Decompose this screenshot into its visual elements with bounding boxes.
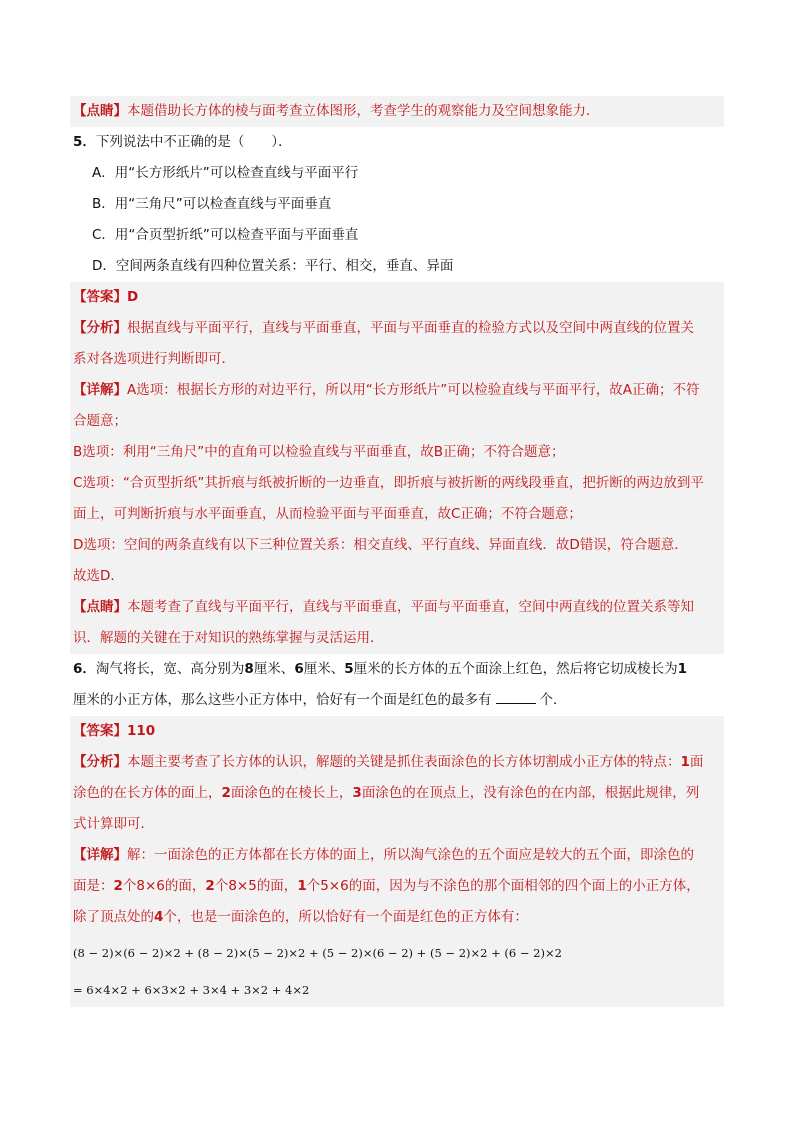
dianjing-tag: 【点睛】 xyxy=(73,103,127,119)
option-c: C．用“合页型折纸”可以检查平面与平面垂直 xyxy=(92,227,359,243)
analysis-tag: 【分析】 xyxy=(73,754,127,770)
question-stem: 下列说法中不正确的是（ ）． xyxy=(95,134,292,150)
answer-tag: 【答案】 xyxy=(73,723,127,739)
question-number: 6． xyxy=(73,661,96,677)
detail-tag: 【详解】 xyxy=(73,382,127,398)
answer-tag: 【答案】 xyxy=(73,289,127,305)
dianjing-block-prev xyxy=(70,96,724,127)
q5-dianjing-line-1: 【点睛】本题考查了直线与平面平行，直线与平面垂直，平面与平面垂直，空间中两直线的位置关系等知 xyxy=(73,599,694,615)
q6-formula-2: = 6×4×2 + 6×3×2 + 3×4 + 3×2 + 4×2 xyxy=(73,983,310,997)
q5-detail-c-line-2: 面上，可判断折痕与水平面垂直，从而检验平面与平面垂直，故C正确；不符合题意； xyxy=(73,506,582,522)
q6-analysis-line-2: 涂色的在长方体的面上，2面涂色的在棱长上，3面涂色的在顶点上，没有涂色的在内部，根据此规律，列 xyxy=(73,785,700,801)
detail-tag: 【详解】 xyxy=(73,847,127,863)
q5-dianjing-line-2: 识．解题的关键在于对知识的熟练掌握与灵活运用． xyxy=(73,630,384,646)
option-a: A．用“长方形纸片”可以检查直线与平面平行 xyxy=(92,165,359,181)
q5-analysis-line-1: 【分析】根据直线与平面平行，直线与平面垂直，平面与平面垂直的检验方式以及空间中两直线的位置关 xyxy=(73,320,694,336)
q6-analysis-line-1: 【分析】本题主要考查了长方体的认识，解题的关键是抓住表面涂色的长方体切割成小正方体的特点：1面 xyxy=(73,754,704,770)
analysis-tag: 【分析】 xyxy=(73,320,127,336)
q5-detail-c-line-1: C选项：“合页型折纸”其折痕与纸被折断的一边垂直，即折痕与被折断的两线段垂直，把折断的两边放到平 xyxy=(73,475,704,491)
option-d: D．空间两条直线有四种位置关系：平行、相交，垂直、异面 xyxy=(92,258,454,274)
q6-solution-block xyxy=(70,716,724,1007)
question-6-stem-line-1: 6．淘气将长，宽、高分别为8厘米、6厘米、5厘米的长方体的五个面涂上红色，然后将它切成棱长为1 xyxy=(73,661,688,677)
q5-detail-a-line-2: 合题意； xyxy=(73,413,127,429)
q6-detail-line-3: 除了顶点处的4个，也是一面涂色的，所以恰好有一个面是红色的正方体有： xyxy=(73,909,528,925)
answer-value: 110 xyxy=(127,723,156,739)
q6-formula-1: (8 − 2)×(6 − 2)×2 + (8 − 2)×(5 − 2)×2 + (5 − 2)×(6 − 2) + (5 − 2)×2 + (6 − 2)×2 xyxy=(73,946,562,960)
question-5-stem xyxy=(70,127,724,158)
q5-answer xyxy=(70,282,724,313)
dianjing-text: 本题借助长方体的棱与面考查立体图形，考查学生的观察能力及空间想象能力． xyxy=(127,103,600,119)
q5-detail-d: D选项：空间的两条直线有以下三种位置关系：相交直线、平行直线、异面直线．故D错误，符合题意． xyxy=(73,537,688,553)
q5-solution-block xyxy=(70,282,724,654)
answer-blank[interactable] xyxy=(496,689,536,704)
answer-value: D xyxy=(127,289,139,305)
q6-answer xyxy=(70,716,724,747)
q6-analysis-line-3: 式计算即可． xyxy=(73,816,154,832)
q6-detail-line-2: 面是：2个8×6的面，2个8×5的面，1个5×6的面，因为与不涂色的那个面相邻的四个面上的小正方体， xyxy=(73,878,700,894)
q5-detail-a-line-1: 【详解】A选项：根据长方形的对边平行，所以用“长方形纸片”可以检验直线与平面平行，故A正确；不符 xyxy=(73,382,700,398)
question-number: 5． xyxy=(73,134,96,150)
page-content xyxy=(70,96,724,1007)
dianjing-tag: 【点睛】 xyxy=(73,599,127,615)
q5-detail-b: B选项：利用“三角尺”中的直角可以检验直线与平面垂直，故B正确；不符合题意； xyxy=(73,444,565,460)
question-6-stem-line-2: 厘米的小正方体，那么这些小正方体中，恰好有一个面是红色的最多有 个． xyxy=(70,685,724,716)
q5-analysis-line-2: 系对各选项进行判断即可． xyxy=(73,351,235,367)
q6-detail-line-1: 【详解】解：一面涂色的正方体都在长方体的面上，所以淘气涂色的五个面应是较大的五个面，即涂色的 xyxy=(73,847,694,863)
option-b: B．用“三角尺”可以检查直线与平面垂直 xyxy=(92,196,332,212)
q5-conclusion: 故选D． xyxy=(73,568,124,584)
